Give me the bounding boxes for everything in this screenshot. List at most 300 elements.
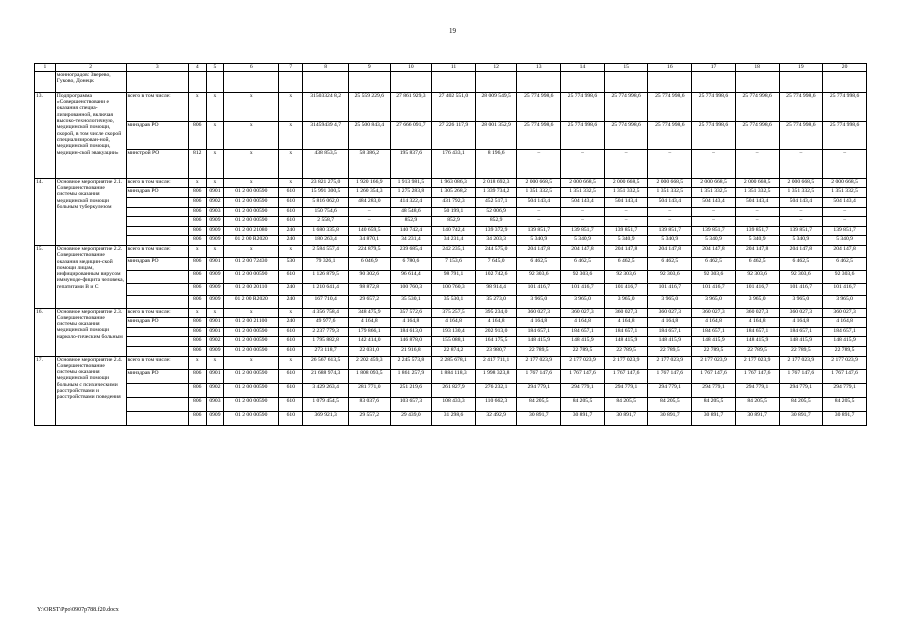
amount-cell: 142 414,0 bbox=[349, 337, 391, 347]
amount-cell: 6 462,5 bbox=[604, 258, 648, 271]
code-cell: 610 bbox=[279, 411, 303, 425]
table-row bbox=[35, 226, 867, 236]
amount-cell: 6 462,5 bbox=[648, 258, 692, 271]
executor-cell bbox=[126, 337, 188, 347]
code-cell: x bbox=[224, 308, 279, 318]
table-row bbox=[35, 370, 867, 384]
amount-cell: – bbox=[517, 217, 561, 227]
amount-cell: 4 164,8 bbox=[475, 318, 517, 328]
amount-cell: 4 164,8 bbox=[432, 318, 476, 328]
table-row bbox=[35, 236, 867, 246]
amount-cell: 32 492,9 bbox=[475, 411, 517, 425]
amount-cell: 30 891,7 bbox=[823, 411, 867, 425]
amount-cell bbox=[604, 72, 648, 93]
amount-cell: 139 851,7 bbox=[604, 226, 648, 236]
amount-cell: 22 789,5 bbox=[517, 346, 561, 356]
amount-cell: 1 767 147,6 bbox=[823, 370, 867, 384]
table-row bbox=[35, 217, 867, 227]
code-cell: 610 bbox=[279, 337, 303, 347]
column-number: 9 bbox=[349, 64, 391, 72]
code-cell: 15 991 300,5 bbox=[303, 188, 349, 198]
amount-cell: 504 143,4 bbox=[735, 197, 779, 207]
code-cell: 240 bbox=[279, 283, 303, 296]
amount-cell: 8 196,6 bbox=[475, 150, 517, 179]
code-cell: 1 795 882,8 bbox=[303, 337, 349, 347]
amount-cell: 92 303,6 bbox=[779, 270, 823, 283]
amount-cell: 452 517,1 bbox=[475, 197, 517, 207]
amount-cell: 108 433,3 bbox=[432, 397, 476, 411]
amount-cell: 92 303,6 bbox=[517, 270, 561, 283]
executor-cell: всего в том числе: bbox=[126, 178, 188, 188]
code-cell: 1 079 454,5 bbox=[303, 397, 349, 411]
table-row bbox=[35, 283, 867, 296]
amount-cell: 281 771,0 bbox=[349, 384, 391, 398]
amount-cell: 184 657,1 bbox=[604, 327, 648, 337]
amount-cell: 140 742,4 bbox=[390, 226, 432, 236]
table-row bbox=[35, 188, 867, 198]
amount-cell: 92 303,6 bbox=[823, 270, 867, 283]
amount-cell: 25 774 998,6 bbox=[517, 121, 561, 150]
code-cell: 0909 bbox=[206, 226, 224, 236]
amount-cell: 155 088,1 bbox=[432, 337, 476, 347]
row-number: 17. bbox=[35, 356, 56, 425]
code-cell: 806 bbox=[188, 318, 206, 328]
amount-cell: 84 205,5 bbox=[604, 397, 648, 411]
column-number: 8 bbox=[303, 64, 349, 72]
column-number: 14 bbox=[561, 64, 605, 72]
amount-cell: 50 199,1 bbox=[432, 207, 476, 217]
amount-cell: 2 177 023,9 bbox=[779, 356, 823, 370]
amount-cell: 5 340,9 bbox=[604, 236, 648, 246]
amount-cell: 3 965,0 bbox=[692, 296, 736, 309]
amount-cell: 34 231,4 bbox=[432, 236, 476, 246]
code-cell: 1 680 335,8 bbox=[303, 226, 349, 236]
amount-cell: 3 965,0 bbox=[779, 296, 823, 309]
code-cell: 0902 bbox=[206, 197, 224, 207]
code-cell: 806 bbox=[188, 397, 206, 411]
amount-cell: 92 303,6 bbox=[604, 270, 648, 283]
row-number: 16. bbox=[35, 308, 56, 356]
amount-cell: 2 000 668,5 bbox=[604, 178, 648, 188]
code-cell: 01 2 00 00590 bbox=[224, 270, 279, 283]
amount-cell: 1 767 147,6 bbox=[735, 370, 779, 384]
amount-cell: 224 879,5 bbox=[349, 245, 391, 258]
amount-cell: 52 006,9 bbox=[475, 207, 517, 217]
code-cell: 0909 bbox=[206, 346, 224, 356]
code-cell: x bbox=[224, 245, 279, 258]
code-cell: 240 bbox=[279, 236, 303, 246]
code-cell: 0909 bbox=[206, 296, 224, 309]
amount-cell bbox=[735, 72, 779, 93]
amount-cell: 7 645,0 bbox=[475, 258, 517, 271]
amount-cell: 148 415,9 bbox=[561, 337, 605, 347]
amount-cell: 30 891,7 bbox=[692, 411, 736, 425]
code-cell: 806 bbox=[188, 236, 206, 246]
amount-cell: – bbox=[604, 217, 648, 227]
amount-cell: 48 548,6 bbox=[390, 207, 432, 217]
column-number: 11 bbox=[432, 64, 476, 72]
code-cell: 0901 bbox=[206, 258, 224, 271]
executor-cell bbox=[126, 270, 188, 283]
table-row bbox=[35, 270, 867, 283]
amount-cell: 25 774 998,6 bbox=[604, 92, 648, 121]
executor-cell bbox=[126, 327, 188, 337]
amount-cell: 92 303,6 bbox=[692, 270, 736, 283]
amount-cell: 1 920 166,9 bbox=[349, 178, 391, 188]
executor-cell: минздрав РО bbox=[126, 188, 188, 198]
amount-cell: 1 351 332,5 bbox=[604, 188, 648, 198]
amount-cell: 6 462,5 bbox=[517, 258, 561, 271]
code-cell: 1 210 641,4 bbox=[303, 283, 349, 296]
code-cell bbox=[224, 72, 279, 93]
amount-cell: 4 164,8 bbox=[735, 318, 779, 328]
code-cell: 2 237 779,3 bbox=[303, 327, 349, 337]
code-cell: 2 584 557,4 bbox=[303, 245, 349, 258]
amount-cell: 204 147,8 bbox=[735, 245, 779, 258]
amount-cell bbox=[390, 72, 432, 93]
amount-cell: – bbox=[561, 150, 605, 179]
code-cell: 240 bbox=[279, 296, 303, 309]
code-cell: 610 bbox=[279, 370, 303, 384]
amount-cell: 852,9 bbox=[432, 217, 476, 227]
code-cell: 01 2 00 20110 bbox=[224, 283, 279, 296]
amount-cell: 2 000 668,5 bbox=[823, 178, 867, 188]
amount-cell: 1 351 332,5 bbox=[692, 188, 736, 198]
amount-cell: 4 164,8 bbox=[779, 318, 823, 328]
program-name: Подпрограмма «Совершенствовани е оказания специа-лизированной, включая высоко-технологичную, медицинской помощи, скорой, в том числе скорой специализирован-ной, медицинской помощи, медицин-ской эвакуации» bbox=[55, 92, 126, 178]
amount-cell: 22 789,5 bbox=[604, 346, 648, 356]
executor-cell bbox=[126, 197, 188, 207]
amount-cell: 30 891,7 bbox=[735, 411, 779, 425]
table-row bbox=[35, 197, 867, 207]
amount-cell: 204 147,8 bbox=[648, 245, 692, 258]
amount-cell: 1 260 354,3 bbox=[349, 188, 391, 198]
amount-cell: 204 147,8 bbox=[692, 245, 736, 258]
amount-cell: 1 351 332,5 bbox=[823, 188, 867, 198]
amount-cell: 504 143,4 bbox=[692, 197, 736, 207]
table-row bbox=[35, 308, 867, 318]
program-name: монноградов: Зверево, Гуково, Донецк bbox=[55, 72, 126, 93]
amount-cell: 148 415,9 bbox=[823, 337, 867, 347]
table-row bbox=[35, 258, 867, 271]
code-cell: 0909 bbox=[206, 283, 224, 296]
amount-cell: 6 462,5 bbox=[561, 258, 605, 271]
amount-cell: 1 351 332,5 bbox=[561, 188, 605, 198]
code-cell: 273 118,7 bbox=[303, 346, 349, 356]
amount-cell: 22 789,5 bbox=[823, 346, 867, 356]
amount-cell: – bbox=[692, 217, 736, 227]
amount-cell: 1 767 147,6 bbox=[648, 370, 692, 384]
amount-cell: 58 386,2 bbox=[349, 150, 391, 179]
amount-cell: 28 009 549,5 bbox=[475, 92, 517, 121]
amount-cell: – bbox=[823, 217, 867, 227]
amount-cell: 184 657,1 bbox=[517, 327, 561, 337]
amount-cell: 29 557,2 bbox=[349, 411, 391, 425]
executor-cell: всего в том числе: bbox=[126, 245, 188, 258]
amount-cell: 84 205,5 bbox=[517, 397, 561, 411]
amount-cell: 2 177 023,9 bbox=[692, 356, 736, 370]
code-cell: 610 bbox=[279, 327, 303, 337]
executor-cell bbox=[126, 217, 188, 227]
amount-cell bbox=[648, 72, 692, 93]
code-cell: 150 754,6 bbox=[303, 207, 349, 217]
amount-cell: 1 767 147,6 bbox=[604, 370, 648, 384]
amount-cell: 184 657,1 bbox=[561, 327, 605, 337]
code-cell: 01 2 00 72430 bbox=[224, 258, 279, 271]
amount-cell: 360 027,3 bbox=[779, 308, 823, 318]
amount-cell bbox=[779, 72, 823, 93]
amount-cell: 34 203,3 bbox=[475, 236, 517, 246]
column-number: 6 bbox=[224, 64, 279, 72]
amount-cell: 2 000 668,5 bbox=[517, 178, 561, 188]
amount-cell: 1 884 118,3 bbox=[432, 370, 476, 384]
amount-cell: 101 416,7 bbox=[692, 283, 736, 296]
code-cell: 610 bbox=[279, 384, 303, 398]
amount-cell: 852,9 bbox=[475, 217, 517, 227]
code-cell: 806 bbox=[188, 217, 206, 227]
amount-cell: 360 027,3 bbox=[823, 308, 867, 318]
amount-cell: 22 789,5 bbox=[561, 346, 605, 356]
code-cell: 1 126 879,5 bbox=[303, 270, 349, 283]
amount-cell: 25 774 998,6 bbox=[648, 92, 692, 121]
code-cell: x bbox=[224, 92, 279, 121]
amount-cell: 35 530,1 bbox=[432, 296, 476, 309]
amount-cell: 2 000 668,5 bbox=[692, 178, 736, 188]
amount-cell: 139 851,7 bbox=[692, 226, 736, 236]
budget-table bbox=[34, 63, 867, 426]
amount-cell: 84 205,5 bbox=[735, 397, 779, 411]
amount-cell: 5 340,9 bbox=[823, 236, 867, 246]
amount-cell: 148 415,9 bbox=[648, 337, 692, 347]
code-cell: 0903 bbox=[206, 207, 224, 217]
program-name: Основное мероприятие 2.2. Совершенствование оказания медицин-ской помощи лицам, инфицированным вирусом иммуноде-фицита человека, гепатитами В и С bbox=[55, 245, 126, 308]
amount-cell: 6 046,9 bbox=[349, 258, 391, 271]
amount-cell: 22 031,0 bbox=[349, 346, 391, 356]
amount-cell bbox=[517, 72, 561, 93]
code-cell: 167 710,4 bbox=[303, 296, 349, 309]
amount-cell: 2 000 668,5 bbox=[779, 178, 823, 188]
amount-cell: 1 339 734,2 bbox=[475, 188, 517, 198]
amount-cell: 84 205,5 bbox=[779, 397, 823, 411]
code-cell: 438 853,5 bbox=[303, 150, 349, 179]
code-cell: x bbox=[206, 308, 224, 318]
amount-cell: 3 965,0 bbox=[648, 296, 692, 309]
amount-cell: 4 164,8 bbox=[561, 318, 605, 328]
code-cell: 806 bbox=[188, 207, 206, 217]
amount-cell: 294 779,1 bbox=[604, 384, 648, 398]
amount-cell: 261 827,9 bbox=[432, 384, 476, 398]
amount-cell: 139 851,7 bbox=[648, 226, 692, 236]
amount-cell: 101 416,7 bbox=[604, 283, 648, 296]
amount-cell: 1 861 257,9 bbox=[390, 370, 432, 384]
code-cell: 0902 bbox=[206, 337, 224, 347]
amount-cell: 139 851,7 bbox=[823, 226, 867, 236]
amount-cell: 395 234,0 bbox=[475, 308, 517, 318]
code-cell: 0901 bbox=[206, 318, 224, 328]
code-cell: x bbox=[188, 356, 206, 370]
code-cell: 01 2 00 00590 bbox=[224, 197, 279, 207]
amount-cell: 5 340,9 bbox=[735, 236, 779, 246]
amount-cell: 83 037,6 bbox=[349, 397, 391, 411]
amount-cell: 294 779,1 bbox=[648, 384, 692, 398]
amount-cell: 25 774 998,6 bbox=[823, 92, 867, 121]
code-cell: x bbox=[224, 356, 279, 370]
amount-cell: 204 147,8 bbox=[779, 245, 823, 258]
amount-cell: 27 861 929,3 bbox=[390, 92, 432, 121]
code-cell: 610 bbox=[279, 217, 303, 227]
amount-cell: 204 147,8 bbox=[823, 245, 867, 258]
amount-cell: 90 302,6 bbox=[349, 270, 391, 283]
amount-cell: 242 235,1 bbox=[432, 245, 476, 258]
column-number: 12 bbox=[475, 64, 517, 72]
amount-cell: 148 415,9 bbox=[604, 337, 648, 347]
code-cell: 806 bbox=[188, 327, 206, 337]
code-cell: 812 bbox=[188, 150, 206, 179]
amount-cell: 34 231,4 bbox=[390, 236, 432, 246]
amount-cell: 164 175,5 bbox=[475, 337, 517, 347]
amount-cell: 31 298,6 bbox=[432, 411, 476, 425]
executor-cell: минздрав РО bbox=[126, 370, 188, 384]
code-cell: 01 2 00 00590 bbox=[224, 411, 279, 425]
code-cell: 0901 bbox=[206, 188, 224, 198]
amount-cell: 139 851,7 bbox=[561, 226, 605, 236]
amount-cell: 3 965,0 bbox=[735, 296, 779, 309]
amount-cell: 98 872,8 bbox=[349, 283, 391, 296]
amount-cell: 27 666 091,7 bbox=[390, 121, 432, 150]
amount-cell: 1 963 086,3 bbox=[432, 178, 476, 188]
code-cell: 2 558,7 bbox=[303, 217, 349, 227]
amount-cell: 6 780,6 bbox=[390, 258, 432, 271]
column-number: 1 bbox=[35, 64, 56, 72]
table-row bbox=[35, 92, 867, 121]
amount-cell: 29 657,2 bbox=[349, 296, 391, 309]
code-cell: x bbox=[188, 92, 206, 121]
amount-cell bbox=[432, 72, 476, 93]
amount-cell: 139 851,7 bbox=[517, 226, 561, 236]
amount-cell: 504 143,4 bbox=[648, 197, 692, 207]
column-number: 20 bbox=[823, 64, 867, 72]
code-cell: 806 bbox=[188, 270, 206, 283]
amount-cell: 4 164,8 bbox=[604, 318, 648, 328]
amount-cell: – bbox=[517, 150, 561, 179]
code-cell: 806 bbox=[188, 370, 206, 384]
amount-cell: 294 779,1 bbox=[779, 384, 823, 398]
code-cell: x bbox=[279, 121, 303, 150]
amount-cell: 101 416,7 bbox=[648, 283, 692, 296]
code-cell: 01 2 00 R2020 bbox=[224, 296, 279, 309]
code-cell: x bbox=[206, 121, 224, 150]
amount-cell: 2 177 023,9 bbox=[823, 356, 867, 370]
code-cell: 4 356 758,4 bbox=[303, 308, 349, 318]
amount-cell: 504 143,4 bbox=[517, 197, 561, 207]
amount-cell: 3 965,0 bbox=[561, 296, 605, 309]
table-row bbox=[35, 150, 867, 179]
amount-cell: 360 027,3 bbox=[735, 308, 779, 318]
amount-cell: 202 913,0 bbox=[475, 327, 517, 337]
executor-cell: всего в том числе: bbox=[126, 356, 188, 370]
code-cell: 01 2 00 21080 bbox=[224, 226, 279, 236]
amount-cell: – bbox=[823, 207, 867, 217]
code-cell: x bbox=[188, 178, 206, 188]
amount-cell: 1 998 323,8 bbox=[475, 370, 517, 384]
code-cell bbox=[303, 72, 349, 93]
executor-cell: всего в том числе: bbox=[126, 92, 188, 121]
amount-cell: – bbox=[349, 217, 391, 227]
amount-cell: 294 779,1 bbox=[692, 384, 736, 398]
executor-cell bbox=[126, 207, 188, 217]
amount-cell: – bbox=[604, 207, 648, 217]
code-cell: 806 bbox=[188, 188, 206, 198]
table-row bbox=[35, 337, 867, 347]
code-cell: x bbox=[206, 178, 224, 188]
column-number: 4 bbox=[188, 64, 206, 72]
amount-cell: 5 340,9 bbox=[648, 236, 692, 246]
amount-cell: 294 779,1 bbox=[517, 384, 561, 398]
code-cell: 806 bbox=[188, 121, 206, 150]
amount-cell: 100 760,3 bbox=[432, 283, 476, 296]
amount-cell: 22 789,5 bbox=[779, 346, 823, 356]
code-cell: 01 2 00 00590 bbox=[224, 397, 279, 411]
amount-cell: 360 027,3 bbox=[604, 308, 648, 318]
amount-cell: 251 219,6 bbox=[390, 384, 432, 398]
amount-cell: – bbox=[735, 150, 779, 179]
amount-cell: 348 475,9 bbox=[349, 308, 391, 318]
amount-cell: 6 462,5 bbox=[823, 258, 867, 271]
amount-cell: 4 164,8 bbox=[517, 318, 561, 328]
amount-cell: 148 415,9 bbox=[735, 337, 779, 347]
executor-cell bbox=[126, 397, 188, 411]
column-number: 3 bbox=[126, 64, 188, 72]
code-cell: x bbox=[279, 150, 303, 179]
amount-cell: 5 340,9 bbox=[517, 236, 561, 246]
table-row bbox=[35, 245, 867, 258]
amount-cell: 30 891,7 bbox=[561, 411, 605, 425]
amount-cell: 3 965,0 bbox=[604, 296, 648, 309]
executor-cell: всего в том числе: bbox=[126, 308, 188, 318]
amount-cell bbox=[561, 72, 605, 93]
amount-cell: 176 433,1 bbox=[432, 150, 476, 179]
amount-cell: 101 416,7 bbox=[561, 283, 605, 296]
amount-cell: 96 614,4 bbox=[390, 270, 432, 283]
amount-cell: 184 657,1 bbox=[648, 327, 692, 337]
amount-cell: 22 874,2 bbox=[432, 346, 476, 356]
amount-cell: 2 285 678,1 bbox=[432, 356, 476, 370]
amount-cell: 30 891,7 bbox=[517, 411, 561, 425]
amount-cell: – bbox=[779, 207, 823, 217]
executor-cell bbox=[126, 346, 188, 356]
amount-cell: 360 027,3 bbox=[561, 308, 605, 318]
amount-cell: 7 153,6 bbox=[432, 258, 476, 271]
table-row bbox=[35, 411, 867, 425]
table-row bbox=[35, 121, 867, 150]
amount-cell: 193 130,4 bbox=[432, 327, 476, 337]
amount-cell: 1 767 147,6 bbox=[517, 370, 561, 384]
amount-cell: 25 774 998,6 bbox=[517, 92, 561, 121]
amount-cell: 110 662,3 bbox=[475, 397, 517, 411]
executor-cell: минздрав РО bbox=[126, 258, 188, 271]
amount-cell: 2 202 459,3 bbox=[349, 356, 391, 370]
code-cell: 806 bbox=[188, 411, 206, 425]
table-row bbox=[35, 327, 867, 337]
code-cell: 610 bbox=[279, 397, 303, 411]
table-row bbox=[35, 207, 867, 217]
amount-cell: 25 774 998,6 bbox=[823, 121, 867, 150]
amount-cell: 21 916,8 bbox=[390, 346, 432, 356]
code-cell: 240 bbox=[279, 226, 303, 236]
table-row bbox=[35, 296, 867, 309]
amount-cell: 30 891,7 bbox=[779, 411, 823, 425]
amount-cell: 184 657,1 bbox=[823, 327, 867, 337]
